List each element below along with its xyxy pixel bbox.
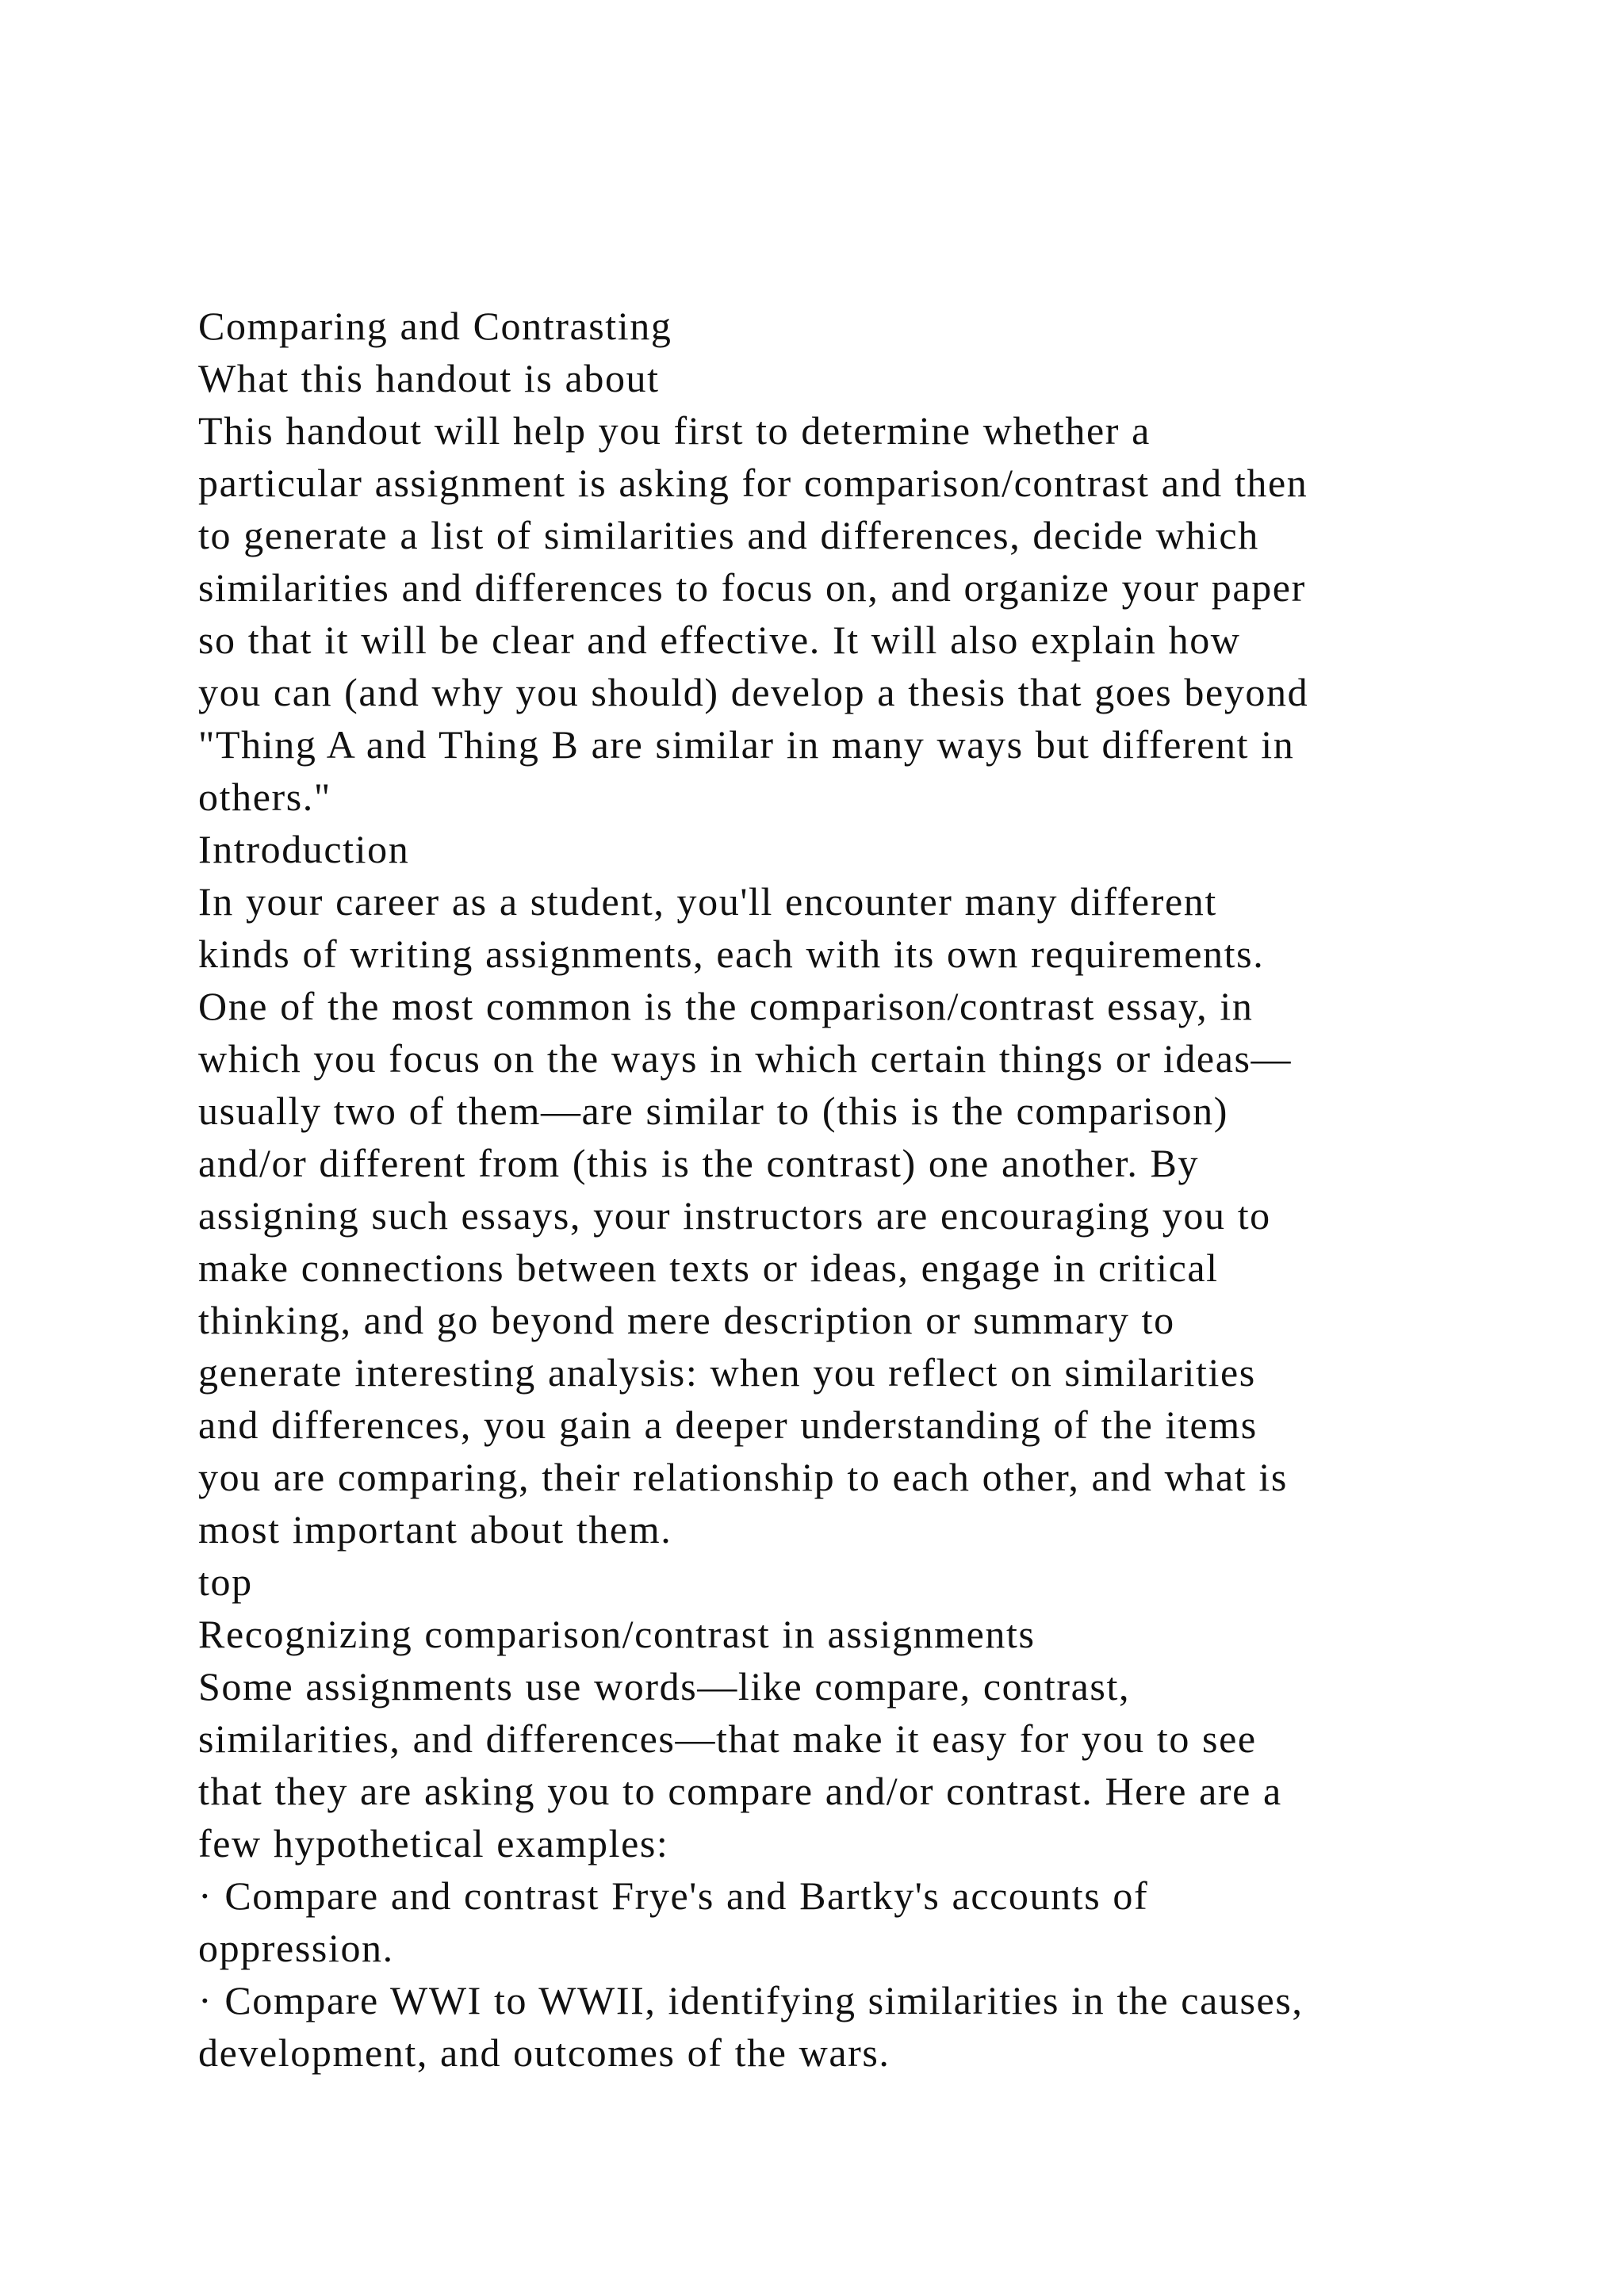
- text-line: assigning such essays, your instructors are encouraging you to: [198, 1193, 1271, 1238]
- text-line: which you focus on the ways in which certain things or ideas—: [198, 1036, 1293, 1081]
- document-title: Comparing and Contrasting: [198, 304, 672, 348]
- document-body: [198, 300, 1483, 2079]
- text-line: "Thing A and Thing B are similar in many ways but different in: [198, 722, 1295, 767]
- text-line: make connections between texts or ideas, engage in critical: [198, 1246, 1219, 1290]
- section-heading-introduction: Introduction: [198, 827, 410, 871]
- text-line: Some assignments use words—like compare, contrast,: [198, 1664, 1131, 1709]
- text-line: usually two of them—are similar to (this is the comparison): [198, 1089, 1229, 1133]
- text-line: to generate a list of similarities and differences, decide which: [198, 513, 1259, 557]
- text-line: kinds of writing assignments, each with its own requirements.: [198, 932, 1265, 976]
- text-line: similarities, and differences—that make it easy for you to see: [198, 1716, 1257, 1761]
- text-line: most important about them.: [198, 1507, 672, 1552]
- text-line: One of the most common is the comparison/contrast essay, in: [198, 984, 1254, 1028]
- text-line: you can (and why you should) develop a thesis that goes beyond: [198, 670, 1309, 714]
- section-heading-about: What this handout is about: [198, 356, 660, 400]
- top-link: top: [198, 1559, 253, 1604]
- text-line: oppression.: [198, 1926, 394, 1970]
- text-line: so that it will be clear and effective. It will also explain how: [198, 618, 1241, 662]
- text-line: similarities and differences to focus on, and organize your paper: [198, 565, 1306, 610]
- text-line: This handout will help you first to determine whether a: [198, 408, 1151, 453]
- text-line: thinking, and go beyond mere description or summary to: [198, 1298, 1175, 1342]
- text-line: and differences, you gain a deeper understanding of the items: [198, 1402, 1258, 1447]
- text-line: few hypothetical examples:: [198, 1821, 669, 1866]
- section-heading-recognizing: Recognizing comparison/contrast in assignments: [198, 1612, 1036, 1656]
- text-line: In your career as a student, you'll encounter many different: [198, 879, 1217, 924]
- text-line: development, and outcomes of the wars.: [198, 2030, 891, 2075]
- text-line: you are comparing, their relationship to each other, and what is: [198, 1455, 1288, 1499]
- text-line: and/or different from (this is the contrast) one another. By: [198, 1141, 1200, 1185]
- bullet-item: · Compare and contrast Frye's and Bartky's accounts of: [198, 1873, 1149, 1918]
- text-line: others.": [198, 775, 331, 819]
- text-line: that they are asking you to compare and/or contrast. Here are a: [198, 1769, 1282, 1813]
- bullet-item: · Compare WWI to WWII, identifying similarities in the causes,: [198, 1978, 1304, 2022]
- text-line: particular assignment is asking for comparison/contrast and then: [198, 461, 1308, 505]
- text-line: generate interesting analysis: when you reflect on similarities: [198, 1350, 1256, 1395]
